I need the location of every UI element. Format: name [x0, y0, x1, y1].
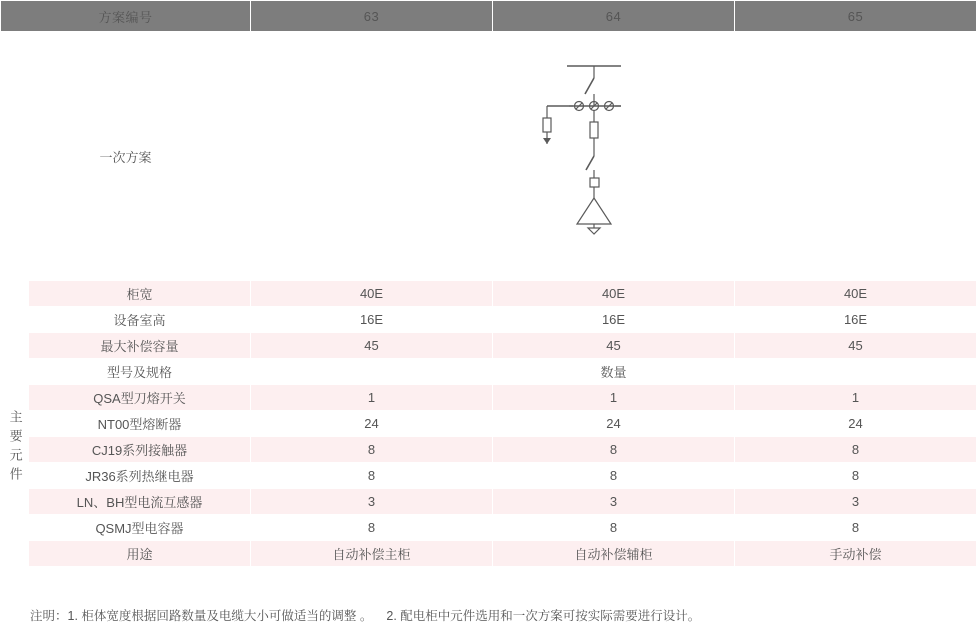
table-row	[1, 515, 977, 541]
footer-note	[30, 606, 700, 624]
cell-value: 16E	[251, 307, 493, 333]
cell-value: 8	[735, 515, 977, 541]
row-label-cabinet-width: 柜宽	[29, 281, 251, 307]
row-label-usage: 用途	[29, 541, 251, 567]
note-item-1: 1. 柜体宽度根据回路数量及电缆大小可做适当的调整 。	[67, 609, 373, 623]
diagram-label: 一次方案	[1, 32, 251, 281]
table-row	[1, 281, 977, 307]
note-prefix: 注明：	[30, 609, 68, 623]
table-row	[1, 307, 977, 333]
cell-value: 3	[735, 489, 977, 515]
table-row	[1, 411, 977, 437]
cell-value: 24	[735, 411, 977, 437]
row-label-qsmj-capacitor: QSMJ型电容器	[29, 515, 251, 541]
cell-value: 1	[493, 385, 735, 411]
note-item-2: 2. 配电柜中元件选用和一次方案可按实际需要进行设计。	[386, 609, 701, 623]
cell-value: 16E	[493, 307, 735, 333]
row-label-model-and-spec: 型号及规格	[29, 359, 251, 385]
diagram-row	[1, 32, 977, 281]
cell-value: 3	[493, 489, 735, 515]
table-header-row	[1, 1, 977, 32]
cell-value: 8	[493, 463, 735, 489]
main-components-rail	[1, 359, 29, 541]
cell-value: 40E	[735, 281, 977, 307]
row-label-equipment-room-height: 设备室高	[29, 307, 251, 333]
table-row	[1, 437, 977, 463]
rail-spacer	[1, 541, 29, 567]
cell-value: 8	[493, 437, 735, 463]
cell-value: 24	[493, 411, 735, 437]
cell-value: 40E	[251, 281, 493, 307]
table-row	[1, 463, 977, 489]
cell-value: 自动补偿主柜	[251, 541, 493, 567]
row-label-current-transformer: LN、BH型电流互感器	[29, 489, 251, 515]
cell-value: 1	[251, 385, 493, 411]
cell-value: 8	[493, 515, 735, 541]
cell-value: 40E	[493, 281, 735, 307]
cell-value: 自动补偿辅柜	[493, 541, 735, 567]
one-line-diagram-svg	[529, 56, 699, 256]
table-row	[1, 385, 977, 411]
cell-value: 8	[735, 463, 977, 489]
diagram-cell	[251, 32, 977, 281]
cell-value: 45	[493, 333, 735, 359]
header-column-63: 63	[251, 1, 493, 32]
cell-value: 3	[251, 489, 493, 515]
row-label-nt00-fuse: NT00型熔断器	[29, 411, 251, 437]
cell-value: 8	[251, 515, 493, 541]
cell-value: 8	[251, 437, 493, 463]
cell-value: 8	[735, 437, 977, 463]
header-column-64: 64	[493, 1, 735, 32]
main-components-rail-label: 主要元件	[7, 410, 23, 486]
row-label-max-compensation-capacity: 最大补偿容量	[29, 333, 251, 359]
cell-value: 24	[251, 411, 493, 437]
table-row	[1, 489, 977, 515]
rail-spacer	[1, 307, 29, 333]
row-label-qsa-switch: QSA型刀熔开关	[29, 385, 251, 411]
cell-value: 45	[251, 333, 493, 359]
table-row	[1, 359, 977, 385]
header-column-65: 65	[735, 1, 977, 32]
table-row	[1, 333, 977, 359]
quantity-header: 数量	[251, 359, 977, 385]
header-scheme-label: 方案编号	[1, 1, 251, 32]
cell-value: 16E	[735, 307, 977, 333]
cell-value: 45	[735, 333, 977, 359]
table-row	[1, 541, 977, 567]
row-label-jr36-thermal-relay: JR36系列热继电器	[29, 463, 251, 489]
cell-value: 1	[735, 385, 977, 411]
single-line-diagram	[251, 32, 976, 280]
cell-value: 手动补偿	[735, 541, 977, 567]
rail-spacer	[1, 281, 29, 307]
row-label-cj19-contactor: CJ19系列接触器	[29, 437, 251, 463]
cell-value: 8	[251, 463, 493, 489]
rail-spacer	[1, 333, 29, 359]
